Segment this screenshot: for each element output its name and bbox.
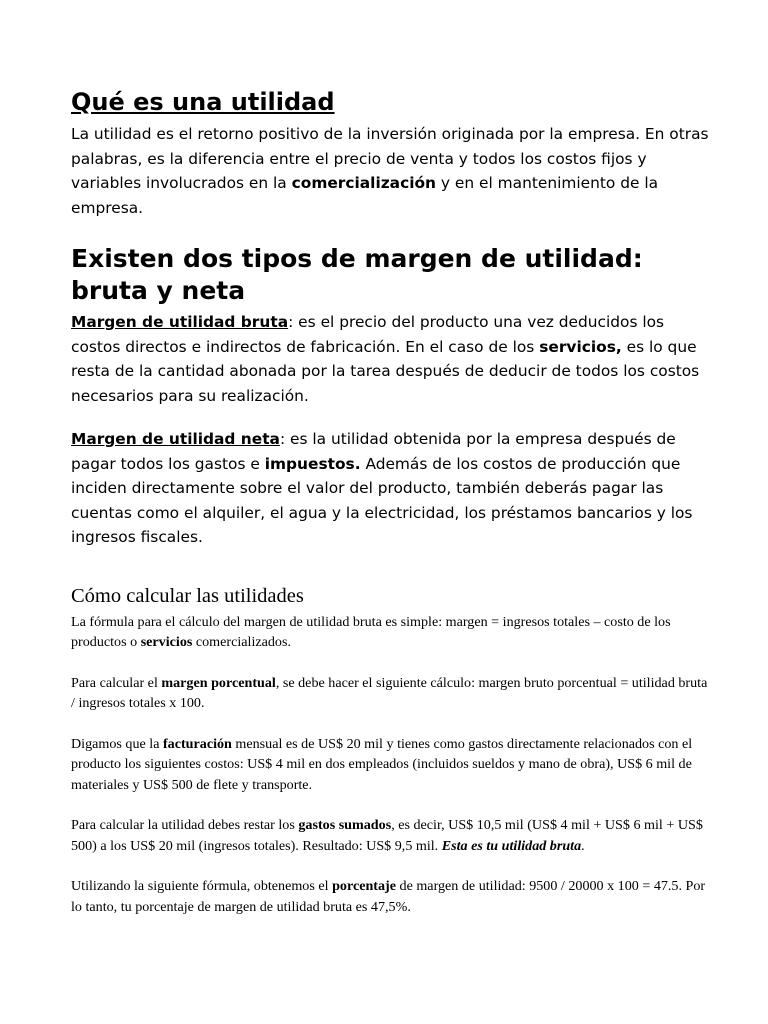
document-page: [71, 84, 711, 917]
bold-gastos-sumados: gastos sumados: [298, 817, 392, 833]
paragraph-definicion-utilidad: La utilidad es el retorno positivo de la inversión originada por la empresa. En otras palabras, es la diferencia entre el precio de venta y todos los costos fijos y variables involucrados en la comercialización y en el mantenimiento de la empresa.: [71, 125, 709, 217]
label-margen-utilidad-bruta: Margen de utilidad bruta: [71, 313, 289, 331]
paragraph-ejemplo-facturacion: Digamos que la facturación mensual es de US$ 20 mil y tienes como gastos directamente relacionados con el producto los siguientes costos: US$ 4 mil en dos empleados (incluidos sueldos y mano de obra), US$ 6 mil de materiales y US$ 500 de flete y transporte.: [71, 735, 693, 793]
paragraph-margen-bruta: Margen de utilidad bruta: es el precio del producto una vez deducidos los costos directos e indirectos de fabricación. En el caso de los servicios, es lo que resta de la cantidad abonada por la tarea después de deducir de todos los costos necesarios para su realización.: [71, 313, 700, 405]
bold-servicios-2: servicios: [140, 634, 193, 650]
bold-italic-utilidad-bruta: Esta es tu utilidad bruta: [441, 837, 582, 854]
paragraph-margen-porcentual: Para calcular el margen porcentual, se debe hacer el siguiente cálculo: margen bruto porcentual = utilidad bruta / ingresos totales x 100.: [71, 674, 708, 711]
bold-facturacion: facturación: [162, 735, 232, 752]
bold-porcentaje: porcentaje: [332, 878, 396, 894]
paragraph-margen-neta: Margen de utilidad neta: es la utilidad obtenida por la empresa después de pagar todos los gastos e impuestos. Además de los costos de producción que inciden directamente sobre el valor del producto, también deberás pagar las cuentas como el alquiler, el agua y la electricidad, los préstamos bancarios y los ingresos fiscales.: [71, 430, 693, 546]
bold-margen-porcentual: margen porcentual: [161, 674, 276, 691]
paragraph-porcentaje-margen: Utilizando la siguiente fórmula, obtenemos el porcentaje de margen de utilidad: 9500 / 20000 x 100 = 47.5. Por lo tanto, tu porcentaje de margen de utilidad bruta es 47,5%.: [71, 878, 706, 915]
heading-como-calcular: Cómo calcular las utilidades: [71, 584, 304, 607]
bold-servicios: servicios,: [539, 337, 622, 356]
bold-impuestos: impuestos.: [264, 454, 361, 473]
label-margen-utilidad-neta: Margen de utilidad neta: [71, 430, 280, 448]
paragraph-formula-margen-bruta: La fórmula para el cálculo del margen de utilidad bruta es simple: margen = ingresos totales – costo de los productos o servicios comercializados.: [71, 613, 671, 650]
paragraph-calculo-utilidad: Para calcular la utilidad debes restar los gastos sumados, es decir, US$ 10,5 mil (US$ 4 mil + US$ 6 mil + US$ 500) a los US$ 20 mil (ingresos totales). Resultado: US$ 9,5 mil. Esta es tu utilidad bruta.: [71, 817, 703, 854]
heading-que-es-una-utilidad: Qué es una utilidad: [71, 88, 335, 116]
heading-tipos-de-margen: Existen dos tipos de margen de utilidad: bruta y neta: [71, 244, 643, 305]
bold-comercializacion: comercialización: [291, 174, 436, 192]
